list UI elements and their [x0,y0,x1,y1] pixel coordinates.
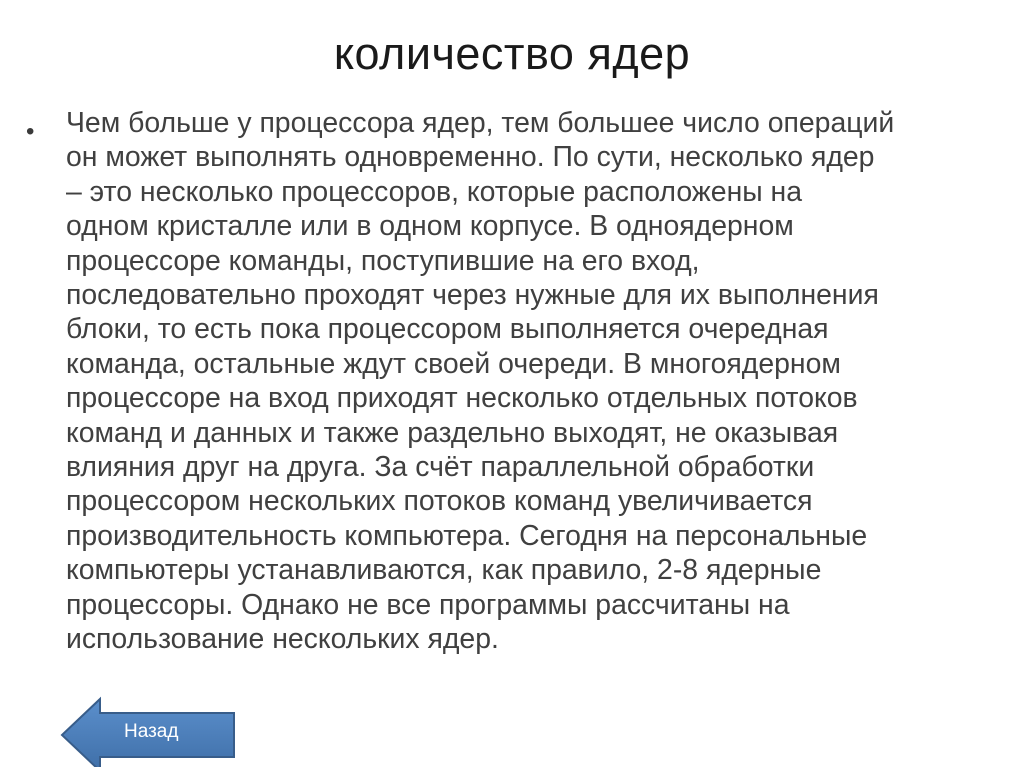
paragraph-line: производительность компьютера. Сегодня на персональные [66,519,868,552]
paragraph-line: влияния друг на друга. За счёт параллельной обработки [66,451,815,484]
paragraph-line: команд и данных и также раздельно выходят, не оказывая [66,416,839,449]
back-button-label: Назад [124,721,179,742]
slide-title: количество ядер [333,28,691,79]
paragraph-line: процессоры. Однако не все программы рассчитаны на [66,588,790,621]
paragraph-line: процессоре команды, поступившие на его вход, [66,244,700,277]
bullet-marker: • [26,118,35,145]
paragraph-line: команда, остальные ждут своей очереди. В многоядерном [66,347,841,380]
paragraph-line: компьютеры устанавливаются, как правило, 2-8 ядерные [66,554,822,587]
paragraph-line: одном кристалле или в одном корпусе. В одноядерном [66,210,794,243]
bullet-paragraph [66,106,1006,657]
paragraph-line: – это несколько процессоров, которые расположены на [66,175,803,208]
paragraph-line: процессором нескольких потоков команд увеличивается [66,485,813,518]
paragraph-line: последовательно проходят через нужные для их выполнения [66,279,879,312]
paragraph-line: он может выполнять одновременно. По сути, несколько ядер [66,141,875,174]
back-button[interactable] [60,695,236,767]
paragraph-line: процессоре на вход приходят несколько отдельных потоков [66,382,858,415]
paragraph-line: Чем больше у процессора ядер, тем большее число операций [66,107,895,139]
paragraph-line: блоки, то есть пока процессором выполняется очередная [66,313,829,346]
paragraph-line: использование нескольких ядер. [66,623,499,656]
